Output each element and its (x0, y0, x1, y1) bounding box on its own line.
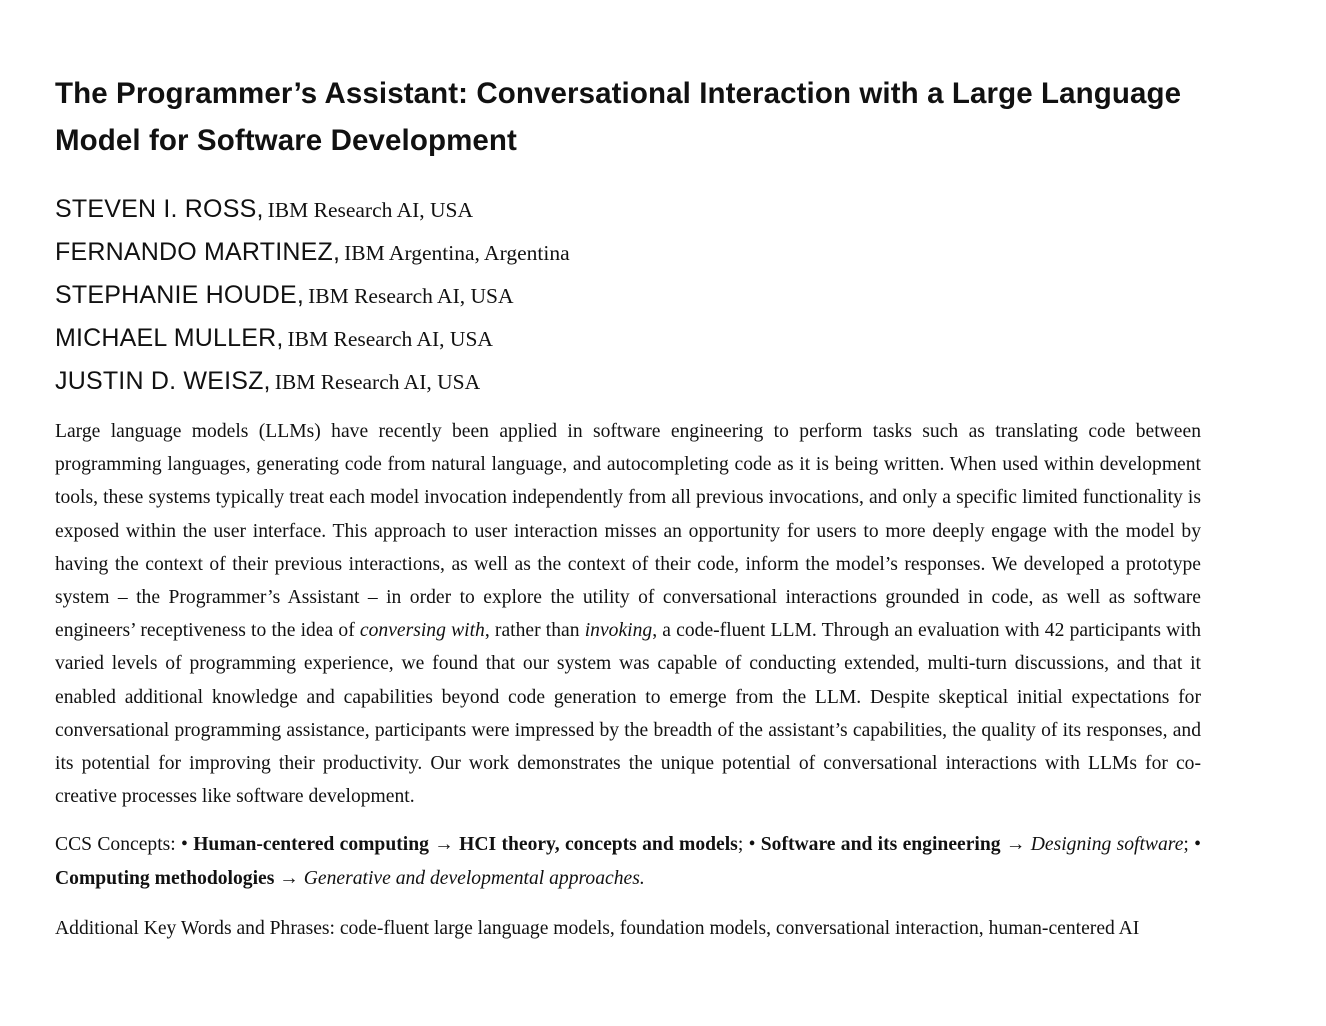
author-affiliation: IBM Research AI, USA (287, 327, 493, 351)
abstract-emphasis: invoking (584, 620, 653, 642)
ccs-subconcept: Generative and developmental approaches. (303, 867, 645, 889)
ccs-bullet: • (1194, 834, 1202, 856)
ccs-arrow: → (1000, 834, 1031, 856)
author-name: STEPHANIE HOUDE, (55, 281, 305, 309)
author-entry (55, 188, 1201, 231)
ccs-bullet: • (748, 834, 761, 856)
paper-title: The Programmer’s Assistant: Conversational Interaction with a Large Language Model for Software Development (55, 77, 1182, 157)
ccs-arrow: → (428, 834, 460, 856)
abstract-emphasis: conversing with (359, 620, 485, 642)
ccs-subconcept: HCI theory, concepts and models (459, 834, 738, 856)
author-name: FERNANDO MARTINEZ, (55, 238, 341, 266)
ccs-separator: ; (1183, 834, 1195, 856)
ccs-bullet: • (181, 834, 194, 856)
author-affiliation: IBM Argentina, Argentina (344, 241, 570, 265)
keywords-label: Additional Key Words and Phrases: (55, 917, 340, 939)
author-entry (55, 231, 1201, 274)
ccs-arrow: → (274, 867, 304, 889)
author-entry (55, 274, 1201, 317)
author-name: JUSTIN D. WEISZ, (55, 367, 271, 395)
ccs-concept: Software and its engineering (760, 834, 1001, 856)
abstract-text: , rather than (484, 620, 585, 642)
author-affiliation: IBM Research AI, USA (267, 198, 474, 222)
author-name: STEVEN I. ROSS, (55, 195, 264, 223)
author-entry (55, 317, 1201, 360)
ccs-label: CCS Concepts: (55, 834, 182, 856)
author-affiliation: IBM Research AI, USA (274, 370, 481, 394)
author-list (55, 188, 1201, 403)
author-affiliation: IBM Research AI, USA (308, 284, 514, 308)
ccs-concept: Computing methodologies (55, 867, 275, 889)
abstract-text: Large language models (LLMs) have recently been applied in software engineering to perform tasks such as translating code between programming languages, generating code from natural language, and autocompleting code as it is being written. When used within development tools, these systems typically treat each model invocation independently from all previous invocations, and only a specific limited functionality is exposed within the user interface. This approach to user interaction misses an opportunity for users to more deeply engage with the model by having the context of their previous interactions, as well as the context of their code, inform the model’s responses. We developed a prototype system – the Programmer’s Assistant – in order to explore the utility of conversational interactions grounded in code, as well as software engineers’ receptiveness to the idea of (55, 421, 1201, 642)
ccs-subconcept: Designing software (1030, 834, 1184, 856)
author-name: MICHAEL MULLER, (55, 324, 284, 352)
abstract (55, 415, 1201, 813)
ccs-concept: Human-centered computing (193, 834, 429, 856)
ccs-separator: ; (737, 834, 749, 856)
ccs-concepts (55, 828, 1201, 894)
keywords (55, 912, 1201, 945)
keywords-text: code-fluent large language models, foundation models, conversational interaction, human-centered AI (339, 917, 1140, 939)
author-entry (55, 360, 1201, 403)
abstract-text: , a code-fluent LLM. Through an evaluation with 42 participants with varied levels of programming experience, we found that our system was capable of conducting extended, multi-turn discussions, and that it enabled additional knowledge and capabilities beyond code generation to emerge from the LLM. Despite skeptical initial expectations for conversational programming assistance, participants were impressed by the breadth of the assistant’s capabilities, the quality of its responses, and its potential for improving their productivity. Our work demonstrates the unique potential of conversational interactions with LLMs for co-creative processes like software development. (55, 620, 1201, 808)
paper-page (55, 70, 1201, 945)
